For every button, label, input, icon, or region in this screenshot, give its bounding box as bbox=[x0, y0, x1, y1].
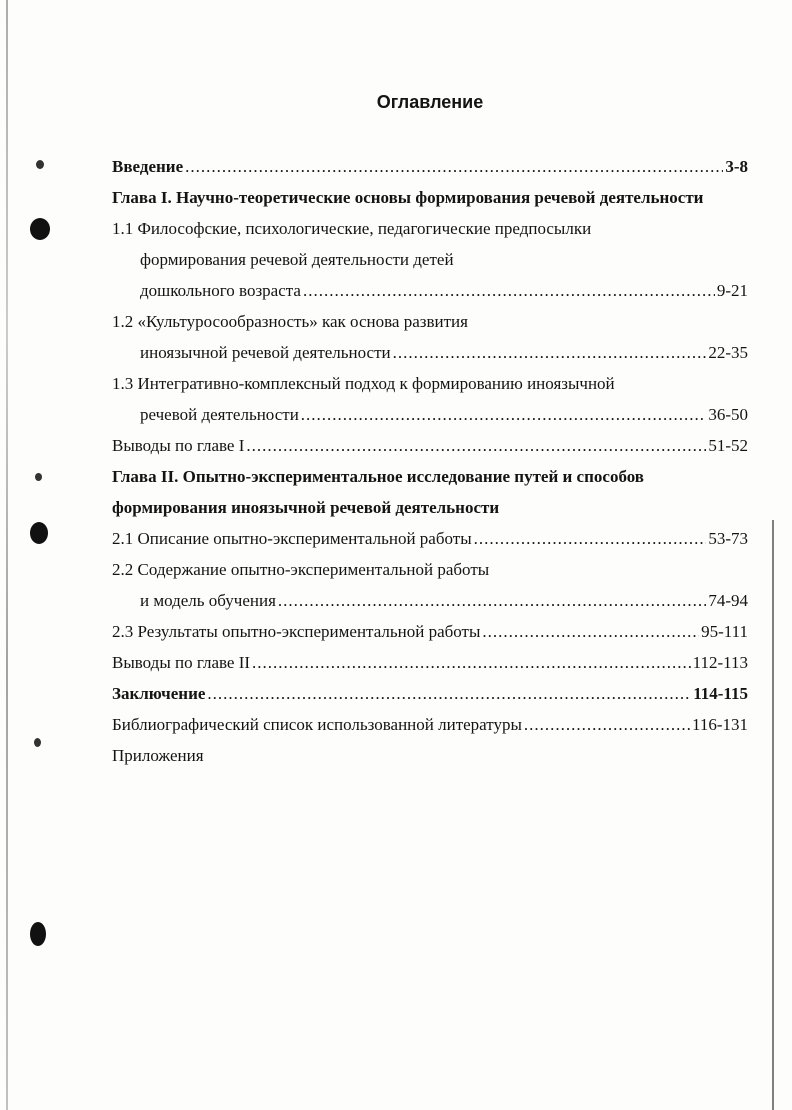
toc-entry bbox=[112, 394, 748, 425]
toc-entry bbox=[112, 363, 748, 394]
toc-entry-pages: 3-8 bbox=[725, 157, 748, 176]
scan-left-edge bbox=[6, 0, 8, 1110]
toc-entry bbox=[112, 208, 748, 239]
toc-entry-pages: 114-115 bbox=[693, 684, 748, 703]
toc-entry-pages: 9-21 bbox=[716, 281, 748, 300]
toc-entry-pages: 74-94 bbox=[708, 591, 748, 610]
dot-leader bbox=[482, 622, 699, 642]
dot-leader bbox=[246, 436, 706, 456]
toc-entry bbox=[112, 735, 748, 766]
toc-entry-title: 2.3 Результаты опытно-экспериментальной работы bbox=[112, 622, 481, 641]
toc-entry-title: 1.2 «Культуросообразность» как основа развития bbox=[112, 312, 468, 331]
toc-entry-title: Приложения bbox=[112, 746, 204, 765]
toc-entry-title: иноязычной речевой деятельности bbox=[140, 343, 391, 362]
toc-entry-title: формирования речевой деятельности детей bbox=[140, 250, 454, 269]
scan-speck bbox=[34, 738, 41, 747]
toc-entry bbox=[112, 425, 748, 456]
dot-leader bbox=[185, 157, 723, 177]
toc-entry bbox=[112, 270, 748, 301]
toc-entry-pages: 95-111 bbox=[701, 622, 748, 641]
toc-entry-title: Выводы по главе II bbox=[112, 653, 251, 672]
toc-entry bbox=[112, 301, 748, 332]
punch-hole-mark bbox=[30, 922, 46, 946]
table-of-contents bbox=[112, 146, 748, 766]
toc-entry-title: Заключение bbox=[112, 684, 206, 703]
scan-speck bbox=[35, 473, 42, 481]
dot-leader bbox=[474, 529, 707, 549]
toc-entry-pages: 53-73 bbox=[708, 529, 748, 548]
toc-entry-pages: 51-52 bbox=[708, 436, 748, 455]
toc-entry-title: Библиографический список использованной литературы bbox=[112, 715, 522, 734]
toc-entry bbox=[112, 487, 748, 518]
toc-entry-title: 1.1 Философские, психологические, педагогические предпосылки bbox=[112, 219, 592, 238]
scan-right-edge bbox=[772, 520, 774, 1110]
punch-hole-mark bbox=[30, 522, 48, 544]
toc-entry-title: 2.2 Содержание опытно-экспериментальной работы bbox=[112, 560, 490, 579]
toc-entry bbox=[112, 518, 748, 549]
toc-entry-title: формирования иноязычной речевой деятельности bbox=[112, 498, 500, 517]
toc-entry bbox=[112, 704, 748, 735]
toc-entry bbox=[112, 611, 748, 642]
toc-entry bbox=[112, 177, 748, 208]
toc-entry-title: 2.1 Описание опытно-экспериментальной работы bbox=[112, 529, 472, 548]
toc-entry-title: и модель обучения bbox=[140, 591, 276, 610]
toc-entry-title: Глава I. Научно-теоретические основы формирования речевой деятельности bbox=[112, 188, 704, 207]
toc-entry bbox=[112, 580, 748, 611]
toc-entry-pages: 36-50 bbox=[708, 405, 748, 424]
toc-entry bbox=[112, 239, 748, 270]
dot-leader bbox=[278, 591, 706, 611]
page-title: Оглавление bbox=[376, 92, 484, 112]
dot-leader bbox=[393, 343, 707, 363]
toc-entry bbox=[112, 642, 748, 673]
toc-entry-pages: 112-113 bbox=[692, 653, 748, 672]
toc-entry bbox=[112, 549, 748, 580]
toc-entry-pages: 22-35 bbox=[708, 343, 748, 362]
scan-speck bbox=[36, 160, 44, 169]
toc-entry-title: речевой деятельности bbox=[140, 405, 299, 424]
dot-leader bbox=[303, 281, 715, 301]
toc-entry-title: 1.3 Интегративно-комплексный подход к формированию иноязычной bbox=[112, 374, 615, 393]
toc-entry-pages: 116-131 bbox=[691, 715, 748, 734]
toc-entry-title: Введение bbox=[112, 157, 184, 176]
toc-entry-title: Глава II. Опытно-экспериментальное исследование путей и способов bbox=[112, 467, 644, 486]
toc-entry-title: Выводы по главе I bbox=[112, 436, 245, 455]
dot-leader bbox=[524, 715, 690, 735]
dot-leader bbox=[301, 405, 707, 425]
toc-entry bbox=[112, 673, 748, 704]
punch-hole-mark bbox=[30, 218, 50, 240]
dot-leader bbox=[252, 653, 691, 673]
toc-entry-title: дошкольного возраста bbox=[140, 281, 301, 300]
dot-leader bbox=[207, 684, 691, 704]
toc-entry bbox=[112, 332, 748, 363]
toc-entry bbox=[112, 456, 748, 487]
toc-entry bbox=[112, 146, 748, 177]
